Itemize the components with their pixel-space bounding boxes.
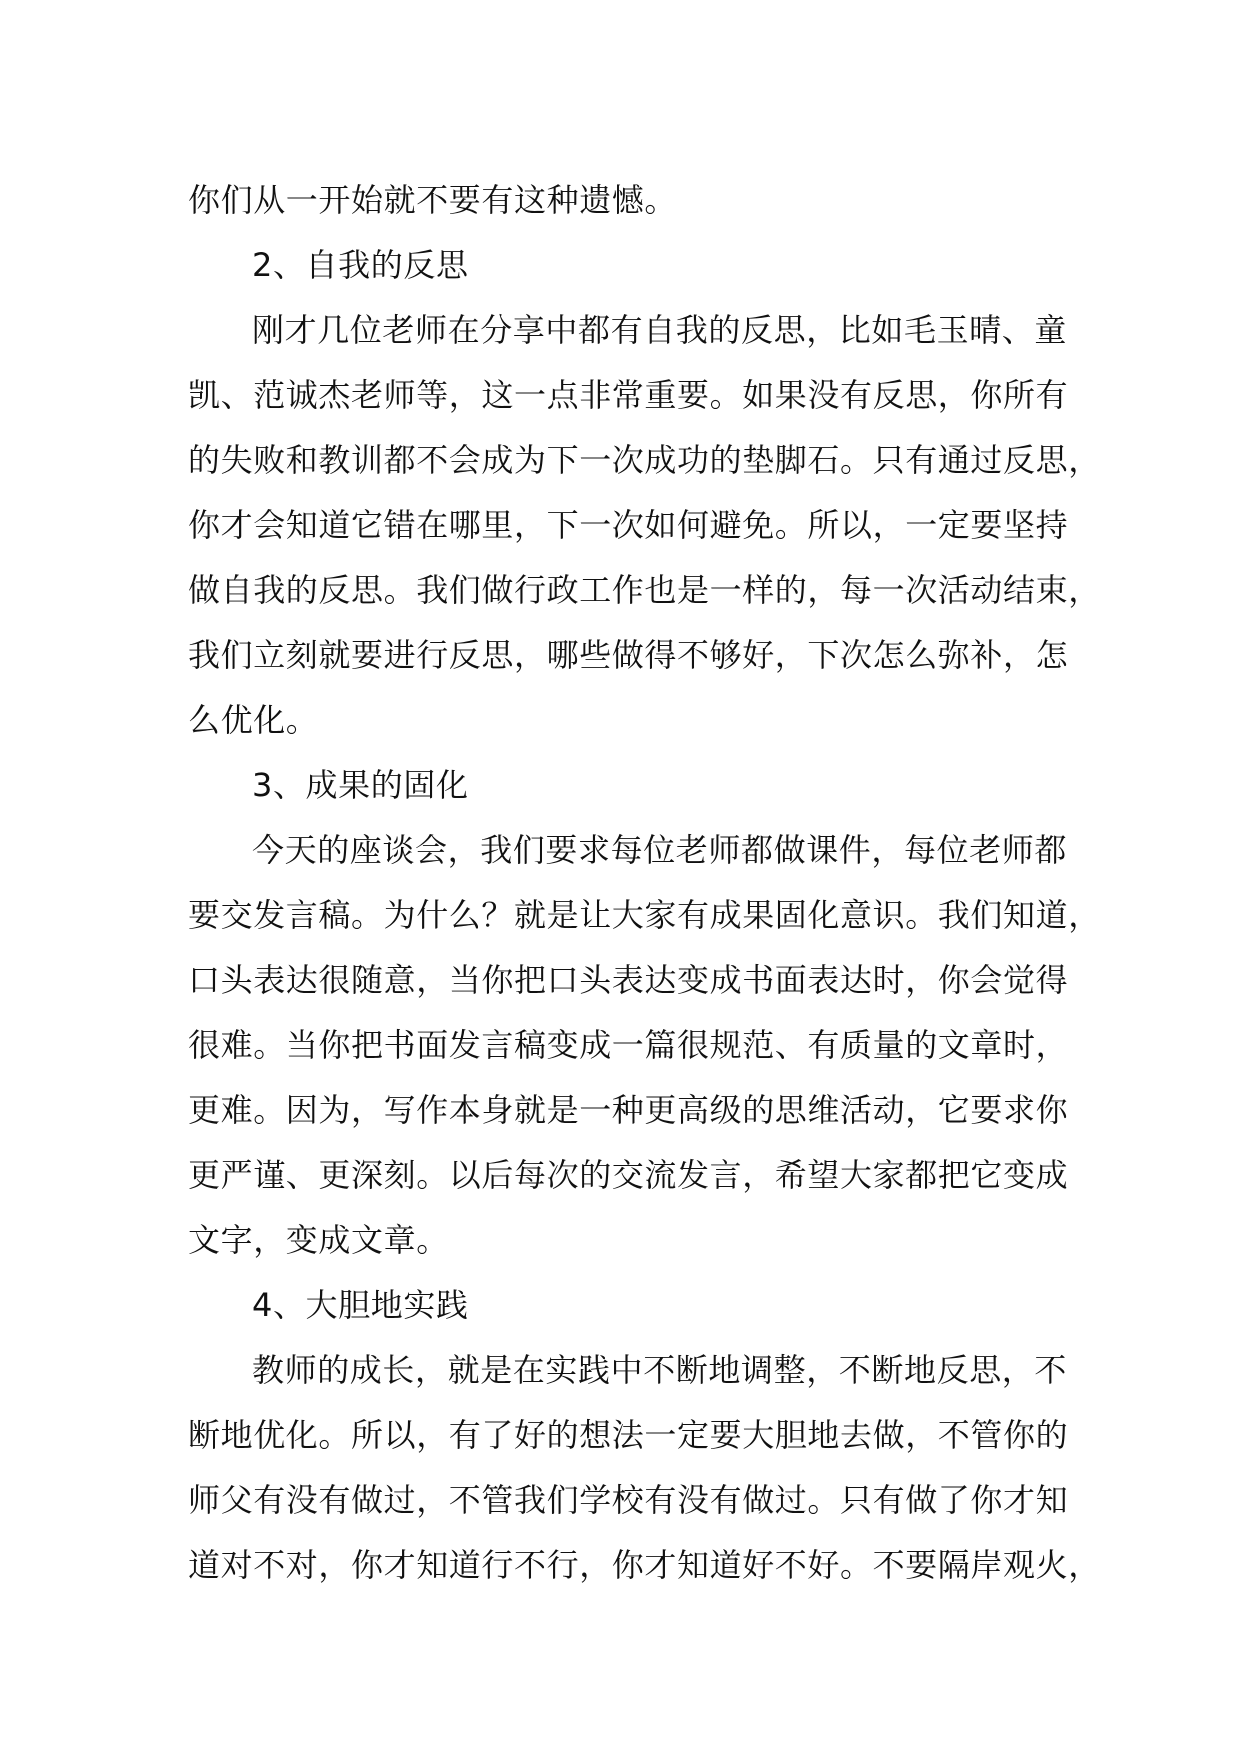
text-line: 教师的成长，就是在实践中不断地调整，不断地反思，不 bbox=[252, 1351, 1068, 1389]
section-heading: 3、成果的固化 bbox=[252, 766, 469, 804]
text-line: 的失败和教训都不会成为下一次成功的垫脚石。只有通过反思， bbox=[188, 441, 1101, 479]
text-line: 凯、范诚杰老师等，这一点非常重要。如果没有反思，你所有 bbox=[188, 376, 1069, 414]
text-line: 文字，变成文章。 bbox=[188, 1221, 449, 1259]
text-line: 口头表达很随意，当你把口头表达变成书面表达时，你会觉得 bbox=[188, 961, 1069, 999]
text-line: 你才会知道它错在哪里，下一次如何避免。所以，一定要坚持 bbox=[188, 506, 1069, 544]
text-line: 今天的座谈会，我们要求每位老师都做课件，每位老师都 bbox=[252, 831, 1068, 869]
text-line: 刚才几位老师在分享中都有自我的反思，比如毛玉晴、童 bbox=[252, 311, 1068, 349]
section-heading: 2、自我的反思 bbox=[252, 246, 469, 284]
text-line: 我们立刻就要进行反思，哪些做得不够好，下次怎么弥补，怎 bbox=[188, 636, 1069, 674]
text-line: 更严谨、更深刻。以后每次的交流发言，希望大家都把它变成 bbox=[188, 1156, 1069, 1194]
text-line: 你们从一开始就不要有这种遗憾。 bbox=[188, 181, 678, 219]
text-line: 很难。当你把书面发言稿变成一篇很规范、有质量的文章时， bbox=[188, 1026, 1069, 1064]
document-body bbox=[188, 168, 1101, 1598]
text-line: 要交发言稿。为什么？就是让大家有成果固化意识。我们知道， bbox=[188, 896, 1101, 934]
text-line: 做自我的反思。我们做行政工作也是一样的，每一次活动结束， bbox=[188, 571, 1101, 609]
text-line: 更难。因为，写作本身就是一种更高级的思维活动，它要求你 bbox=[188, 1091, 1069, 1129]
text-line: 道对不对，你才知道行不行，你才知道好不好。不要隔岸观火， bbox=[188, 1546, 1101, 1584]
text-line: 断地优化。所以，有了好的想法一定要大胆地去做，不管你的 bbox=[188, 1416, 1069, 1454]
text-line: 么优化。 bbox=[188, 701, 319, 739]
section-heading: 4、大胆地实践 bbox=[252, 1286, 469, 1324]
text-line: 师父有没有做过，不管我们学校有没有做过。只有做了你才知 bbox=[188, 1481, 1069, 1519]
